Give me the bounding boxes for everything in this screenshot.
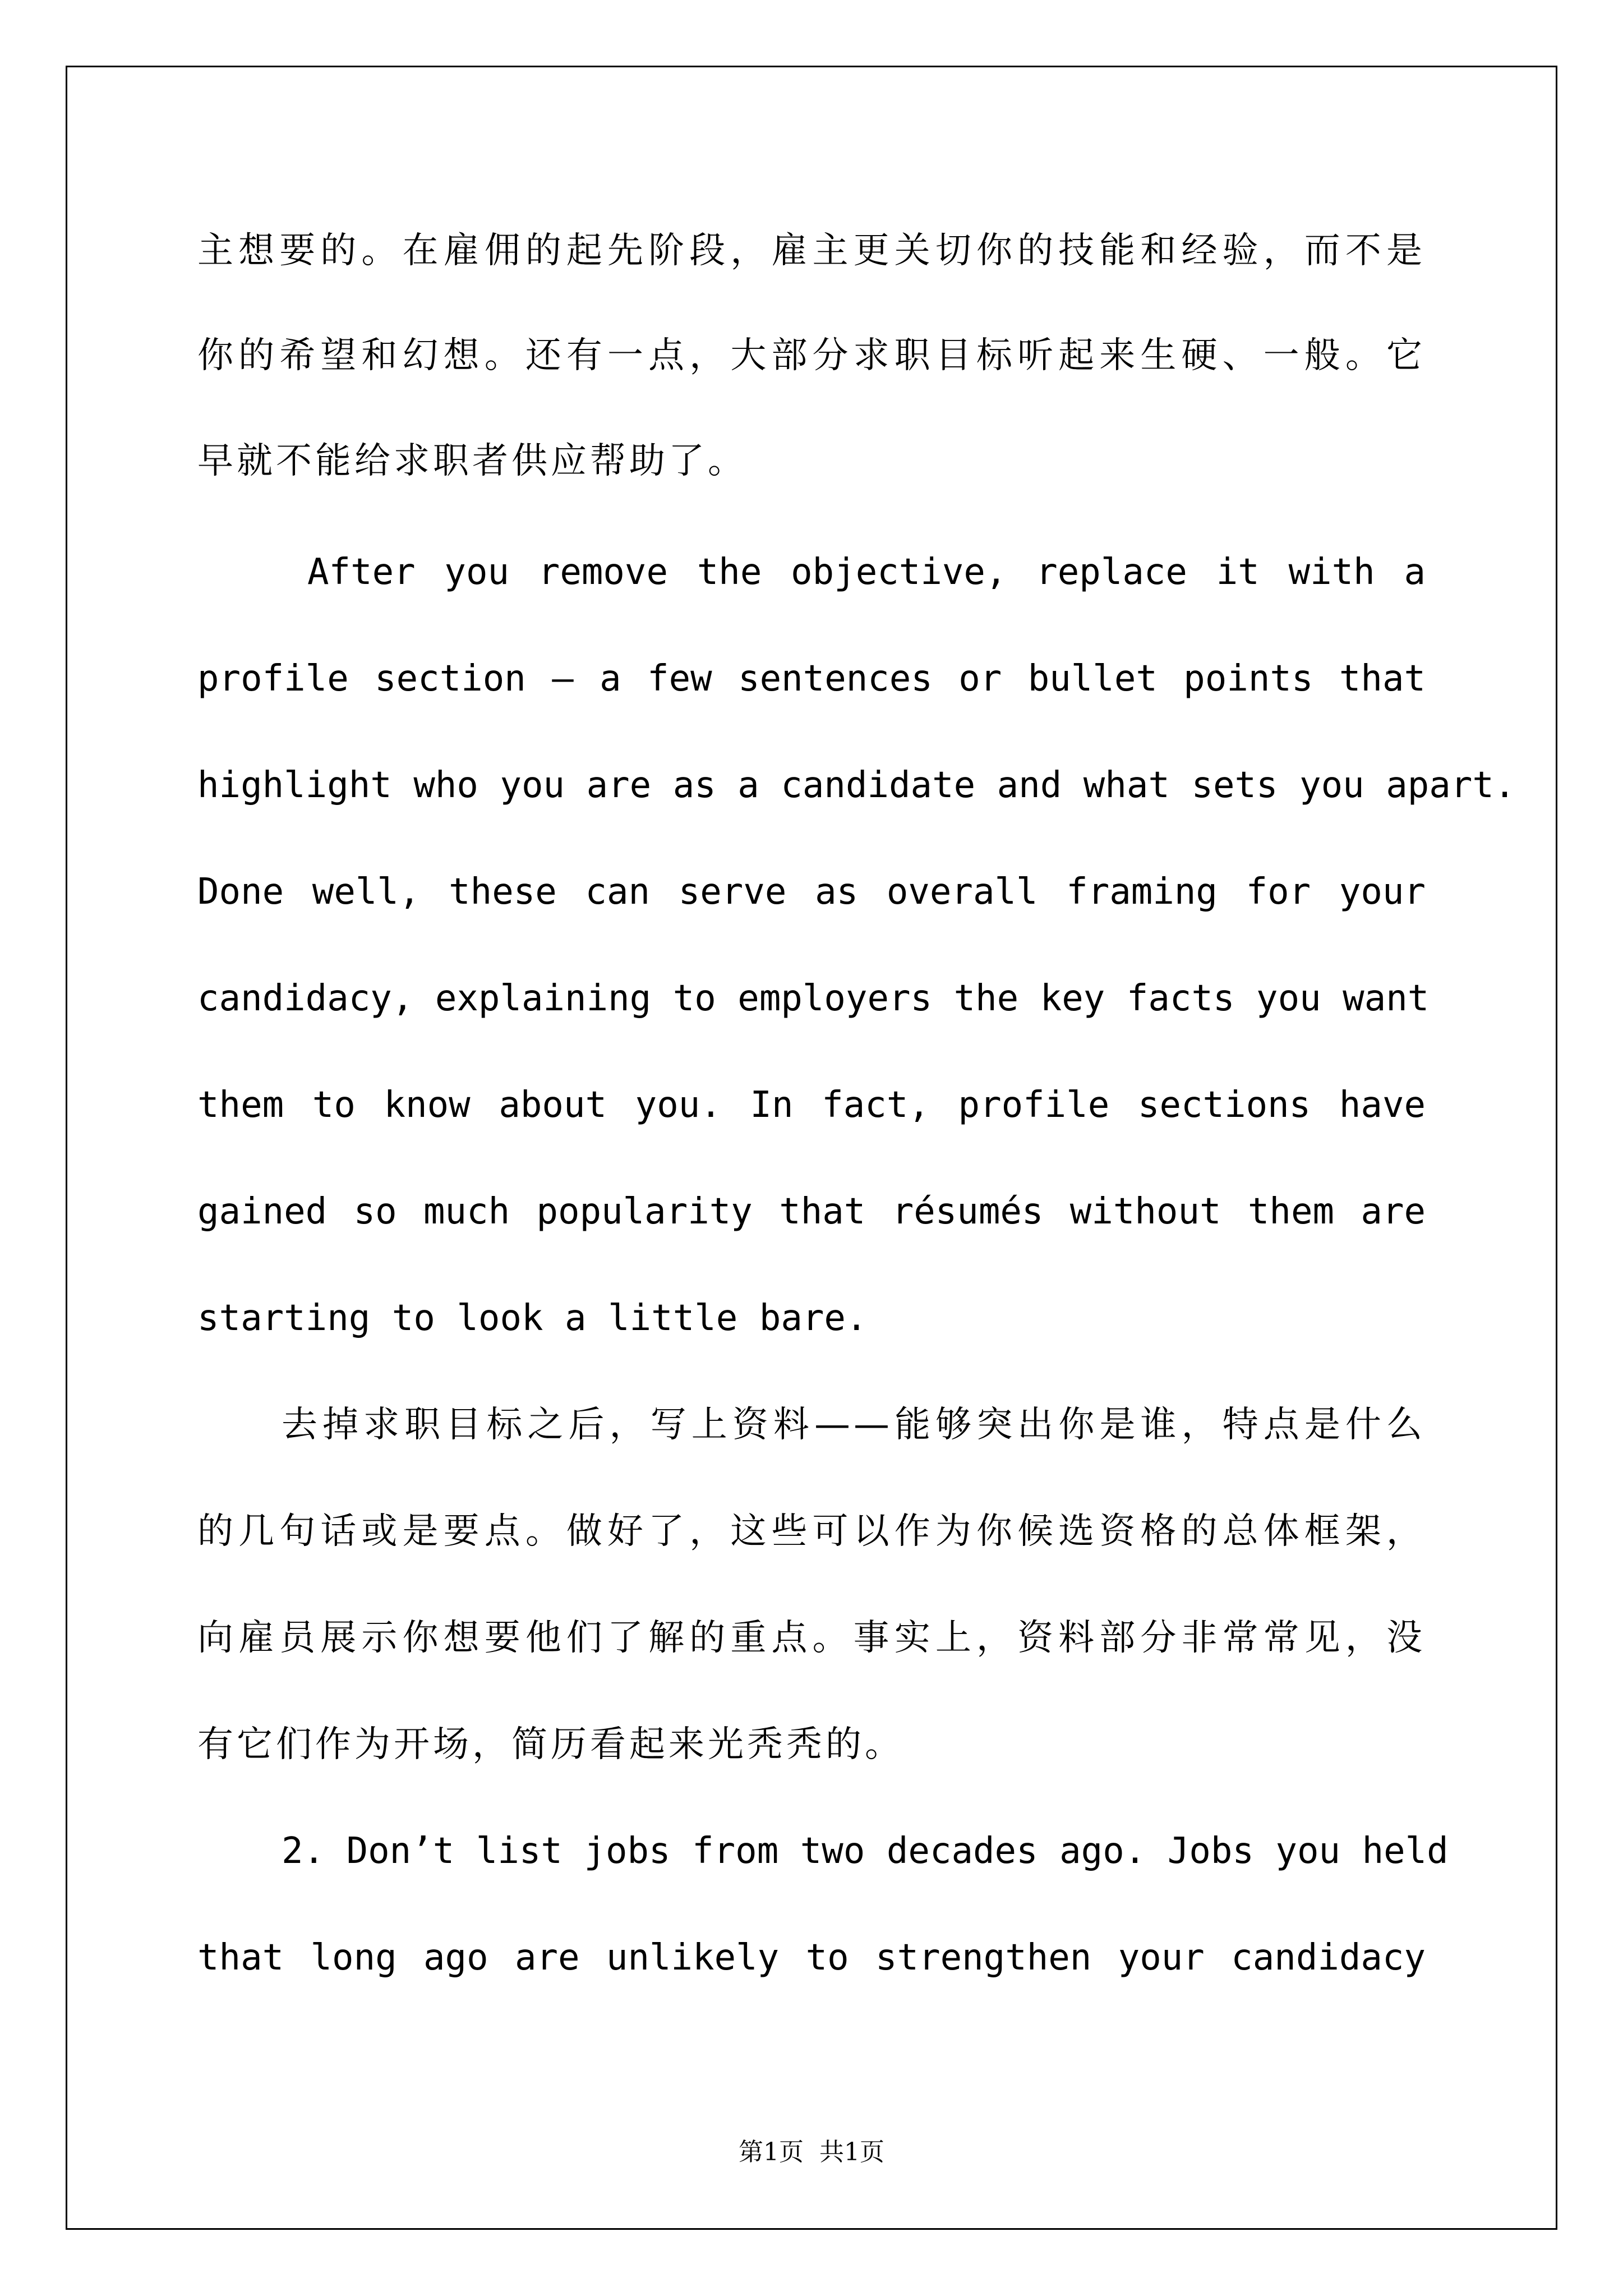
body-line-1: 主想要的。在雇佣的起先阶段，雇主更关切你的技能和经验，而不是 <box>197 230 1426 272</box>
body-line-9: them to know about you. In fact, profile sections have <box>197 1084 1426 1126</box>
body-line-5: profile section – a few sentences or bullet points that <box>197 658 1426 700</box>
body-line-15: 有它们作为开场，简历看起来光秃秃的。 <box>197 1724 904 1765</box>
body-line-6: highlight who you are as a candidate and what sets you apart. <box>197 765 1516 806</box>
page-footer: 第1页 共1页 <box>739 2138 884 2166</box>
body-line-16: 2. Don’t list jobs from two decades ago. Jobs you held <box>282 1830 1449 1872</box>
body-line-3: 早就不能给求职者供应帮助了。 <box>197 440 747 482</box>
body-line-8: candidacy, explaining to employers the key facts you want <box>197 978 1430 1019</box>
body-line-14: 向雇员展示你想要他们了解的重点。事实上，资料部分非常常见，没 <box>197 1617 1426 1659</box>
body-line-17: that long ago are unlikely to strengthen your candidacy <box>197 1937 1426 1978</box>
body-line-2: 你的希望和幻想。还有一点，大部分求职目标听起来生硬、一般。它 <box>197 335 1426 376</box>
body-line-13: 的几句话或是要点。做好了，这些可以作为你候选资格的总体框架， <box>197 1511 1426 1552</box>
page-border <box>66 66 1557 2230</box>
body-line-4: After you remove the objective, replace it with a <box>307 551 1426 593</box>
body-line-12: 去掉求职目标之后，写上资料——能够突出你是谁，特点是什么 <box>282 1404 1426 1446</box>
body-line-10: gained so much popularity that résumés without them are <box>197 1191 1426 1232</box>
body-line-11: starting to look a little bare. <box>197 1297 868 1339</box>
body-line-7: Done well, these can serve as overall framing for your <box>197 871 1426 913</box>
